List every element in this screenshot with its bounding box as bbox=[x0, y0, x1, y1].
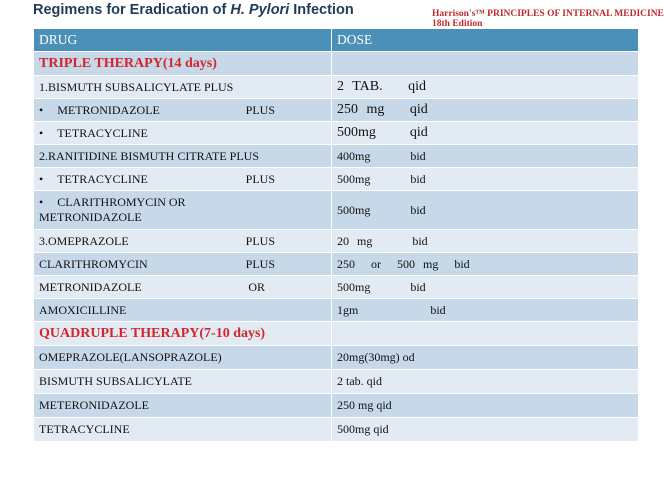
table-row bbox=[34, 168, 639, 191]
drug-cell bbox=[34, 191, 332, 230]
title-text-start: Regimens for Eradication of bbox=[33, 2, 231, 18]
title-text-italic: H. Pylori bbox=[230, 2, 290, 18]
drug-cell: AMOXICILLINE bbox=[34, 299, 332, 322]
section-row-quadruple bbox=[34, 322, 639, 346]
dose-cell: 250 mg qid bbox=[332, 99, 639, 122]
dose-cell: 20 mg bid bbox=[332, 230, 639, 253]
dose-cell: 500mg qid bbox=[332, 418, 639, 442]
dose-cell: 2 TAB. qid bbox=[332, 76, 639, 99]
drug-name-line-2: METRONIDAZOLE bbox=[39, 210, 142, 224]
table-row bbox=[34, 99, 639, 122]
empty-cell bbox=[332, 322, 639, 346]
dose-cell: 500mg bid bbox=[332, 276, 639, 299]
table-row bbox=[34, 299, 639, 322]
dose-cell: 500mg bid bbox=[332, 168, 639, 191]
dose-column-header: DOSE bbox=[332, 29, 639, 52]
dose-cell: 1gm bid bbox=[332, 299, 639, 322]
slide-title bbox=[33, 2, 354, 18]
table-row bbox=[34, 230, 639, 253]
drug-name: • TETRACYCLINE bbox=[39, 172, 148, 187]
section-title-quadruple: QUADRUPLE THERAPY(7-10 days) bbox=[34, 322, 332, 346]
reference-line-2: 18th Edition bbox=[432, 19, 483, 29]
drug-connector: PLUS bbox=[245, 171, 275, 186]
dose-cell: 500mg bid bbox=[332, 191, 639, 230]
drug-connector: PLUS bbox=[245, 256, 275, 271]
table-row bbox=[34, 370, 639, 394]
empty-cell bbox=[332, 52, 639, 76]
drug-name: • TETRACYCLINE bbox=[39, 126, 148, 140]
drug-cell bbox=[34, 122, 332, 145]
dose-cell: 2 tab. qid bbox=[332, 370, 639, 394]
section-title-triple: TRIPLE THERAPY(14 days) bbox=[34, 52, 332, 76]
title-text-end: Infection bbox=[289, 2, 354, 18]
table-row bbox=[34, 122, 639, 145]
drug-connector: OR bbox=[248, 279, 265, 294]
dose-cell: 250 or 500 mg bid bbox=[332, 253, 639, 276]
dose-cell: 400mg bid bbox=[332, 145, 639, 168]
drug-cell: BISMUTH SUBSALICYLATE bbox=[34, 370, 332, 394]
drug-connector: PLUS bbox=[245, 102, 275, 117]
reference-line-1: Harrison's™ PRINCIPLES OF INTERNAL MEDICINE bbox=[432, 9, 664, 19]
table-header-row bbox=[34, 29, 639, 52]
drug-cell bbox=[34, 168, 332, 191]
table-row bbox=[34, 76, 639, 99]
table-row bbox=[34, 145, 639, 168]
drug-name: • CLARITHROMYCIN OR bbox=[39, 195, 186, 209]
table-row bbox=[34, 418, 639, 442]
drug-cell: METERONIDAZOLE bbox=[34, 394, 332, 418]
drug-name: METRONIDAZOLE bbox=[39, 279, 142, 294]
drug-cell: TETRACYCLINE bbox=[34, 418, 332, 442]
drug-name: • METRONIDAZOLE bbox=[39, 103, 160, 118]
reference-citation bbox=[432, 9, 664, 29]
dose-cell: 250 mg qid bbox=[332, 394, 639, 418]
drug-cell bbox=[34, 99, 332, 122]
table-row bbox=[34, 191, 639, 230]
table-row bbox=[34, 276, 639, 299]
table-row bbox=[34, 394, 639, 418]
drug-cell bbox=[34, 253, 332, 276]
table-row bbox=[34, 253, 639, 276]
drug-cell: 1.BISMUTH SUBSALICYLATE PLUS bbox=[34, 76, 332, 99]
drug-name: CLARITHROMYCIN bbox=[39, 256, 148, 271]
dose-cell: 500mg qid bbox=[332, 122, 639, 145]
drug-name: 3.OMEPRAZOLE bbox=[39, 233, 129, 248]
drug-cell: OMEPRAZOLE(LANSOPRAZOLE) bbox=[34, 346, 332, 370]
drug-cell bbox=[34, 230, 332, 253]
regimen-table bbox=[33, 28, 639, 442]
drug-connector: PLUS bbox=[245, 233, 275, 248]
drug-cell: 2.RANITIDINE BISMUTH CITRATE PLUS bbox=[34, 145, 332, 168]
drug-column-header: DRUG bbox=[34, 29, 332, 52]
dose-cell: 20mg(30mg) od bbox=[332, 346, 639, 370]
table-row bbox=[34, 346, 639, 370]
drug-cell bbox=[34, 276, 332, 299]
section-row-triple bbox=[34, 52, 639, 76]
